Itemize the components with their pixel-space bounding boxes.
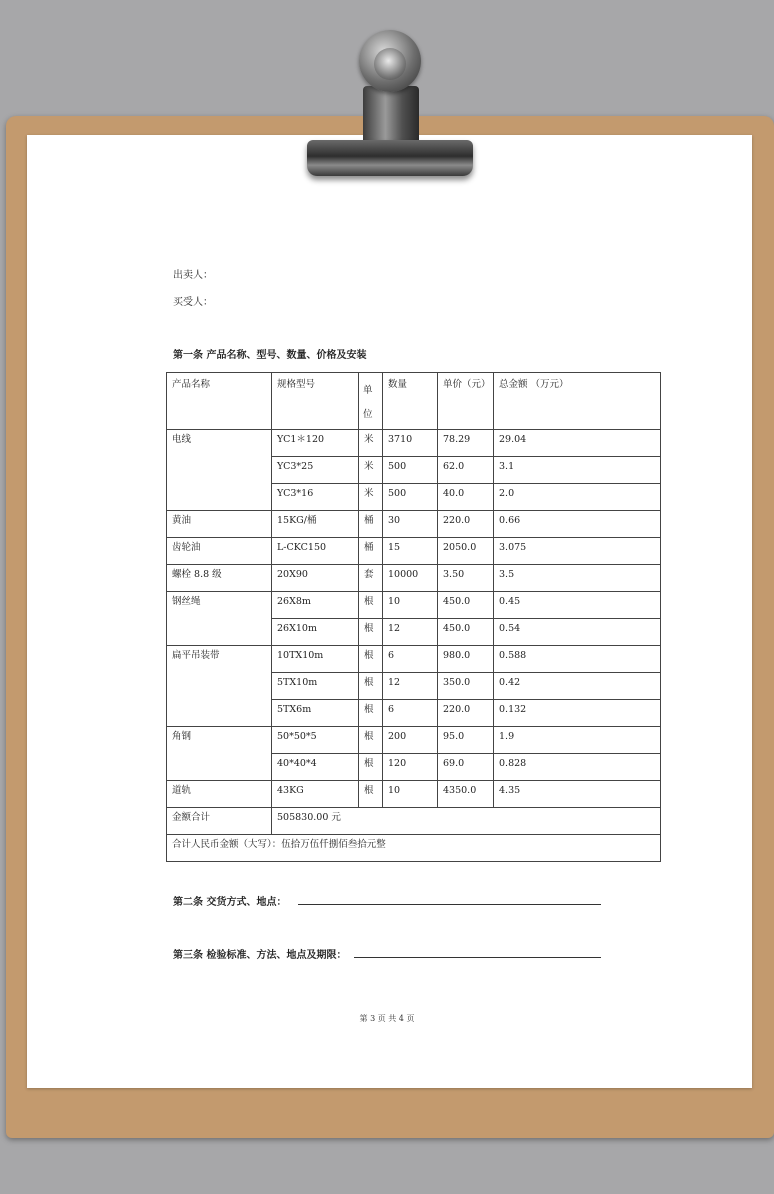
article3-label: 第三条 检验标准、方法、地点及期限： [173,950,347,961]
cell-qty: 200 [383,727,438,754]
cell-unit: 套 [359,565,383,592]
cell-qty: 12 [383,619,438,646]
cell-product-name: 螺栓 8.8 级 [167,565,272,592]
header-price: 单价（元） [438,373,494,430]
cell-unit: 米 [359,430,383,457]
cell-price: 4350.0 [438,781,494,808]
clip-body [307,140,473,176]
cell-price: 62.0 [438,457,494,484]
cell-qty: 15 [383,538,438,565]
product-table [166,372,661,862]
cell-qty: 3710 [383,430,438,457]
cell-product-name: 道轨 [167,781,272,808]
cell-price: 350.0 [438,673,494,700]
seller-label: 出卖人： [173,270,213,281]
cell-total: 2.0 [494,484,661,511]
cell-spec: L-CKC150 [272,538,359,565]
cell-price: 980.0 [438,646,494,673]
table-row [167,592,661,619]
cell-spec: 50*50*5 [272,727,359,754]
cell-spec: 40*40*4 [272,754,359,781]
cell-spec: 5TX6m [272,700,359,727]
article2-blank-line [298,904,601,905]
cell-qty: 120 [383,754,438,781]
table-row [167,781,661,808]
cell-price: 40.0 [438,484,494,511]
cell-total: 3.1 [494,457,661,484]
cell-qty: 6 [383,646,438,673]
table-row [167,646,661,673]
clip-hole [374,48,406,80]
cell-unit: 根 [359,781,383,808]
cell-spec: YC1＊120 [272,430,359,457]
cell-product-name: 电线 [167,430,272,511]
cell-qty: 12 [383,673,438,700]
cell-qty: 500 [383,484,438,511]
cell-product-name: 钢丝绳 [167,592,272,646]
cell-unit: 根 [359,673,383,700]
rmb-upper-text: 合计人民币金额（大写）：伍拾万伍仟捌佰叁拾元整 [167,835,661,862]
cell-price: 3.50 [438,565,494,592]
cell-spec: 5TX10m [272,673,359,700]
cell-qty: 30 [383,511,438,538]
cell-unit: 根 [359,754,383,781]
cell-price: 220.0 [438,700,494,727]
cell-unit: 根 [359,727,383,754]
cell-price: 450.0 [438,592,494,619]
cell-spec: 26X8m [272,592,359,619]
cell-qty: 10000 [383,565,438,592]
cell-spec: 43KG [272,781,359,808]
header-qty: 数量 [383,373,438,430]
cell-price: 69.0 [438,754,494,781]
page-footer: 第 3 页 共 4 页 [359,1014,415,1023]
article2-label: 第二条 交货方式、地点： [173,897,287,908]
cell-price: 2050.0 [438,538,494,565]
cell-product-name: 齿轮油 [167,538,272,565]
table-header-row [167,373,661,430]
cell-spec: 10TX10m [272,646,359,673]
cell-unit: 根 [359,646,383,673]
cell-total: 0.66 [494,511,661,538]
cell-total: 0.42 [494,673,661,700]
sum-label: 金额合计 [167,808,272,835]
cell-unit: 米 [359,484,383,511]
cell-product-name: 角钢 [167,727,272,781]
table-row [167,511,661,538]
rmb-upper-row [167,835,661,862]
cell-unit: 桶 [359,538,383,565]
cell-total: 0.45 [494,592,661,619]
article1-title: 第一条 产品名称、型号、数量、价格及安装 [173,350,367,361]
cell-total: 0.588 [494,646,661,673]
cell-spec: YC3*25 [272,457,359,484]
sum-row [167,808,661,835]
cell-total: 1.9 [494,727,661,754]
cell-qty: 6 [383,700,438,727]
cell-product-name: 黄油 [167,511,272,538]
cell-total: 0.828 [494,754,661,781]
header-product-name: 产品名称 [167,373,272,430]
cell-unit: 根 [359,700,383,727]
buyer-label: 买受人： [173,297,213,308]
header-total: 总金额 （万元） [494,373,661,430]
cell-qty: 500 [383,457,438,484]
cell-price: 220.0 [438,511,494,538]
sum-value: 505830.00 元 [272,808,661,835]
cell-unit: 根 [359,592,383,619]
cell-total: 0.54 [494,619,661,646]
cell-qty: 10 [383,781,438,808]
cell-price: 78.29 [438,430,494,457]
cell-price: 450.0 [438,619,494,646]
cell-total: 29.04 [494,430,661,457]
cell-total: 3.5 [494,565,661,592]
cell-qty: 10 [383,592,438,619]
cell-spec: YC3*16 [272,484,359,511]
cell-spec: 26X10m [272,619,359,646]
cell-spec: 20X90 [272,565,359,592]
table-row [167,565,661,592]
cell-unit: 根 [359,619,383,646]
clip-arm [363,86,419,144]
cell-total: 3.075 [494,538,661,565]
cell-total: 0.132 [494,700,661,727]
article3-blank-line [354,957,601,958]
table-row [167,538,661,565]
cell-unit: 米 [359,457,383,484]
header-unit: 单位 [359,373,383,430]
table-row [167,727,661,754]
cell-unit: 桶 [359,511,383,538]
cell-product-name: 扁平吊装带 [167,646,272,727]
table-row [167,430,661,457]
cell-spec: 15KG/桶 [272,511,359,538]
header-spec: 规格型号 [272,373,359,430]
cell-price: 95.0 [438,727,494,754]
cell-total: 4.35 [494,781,661,808]
